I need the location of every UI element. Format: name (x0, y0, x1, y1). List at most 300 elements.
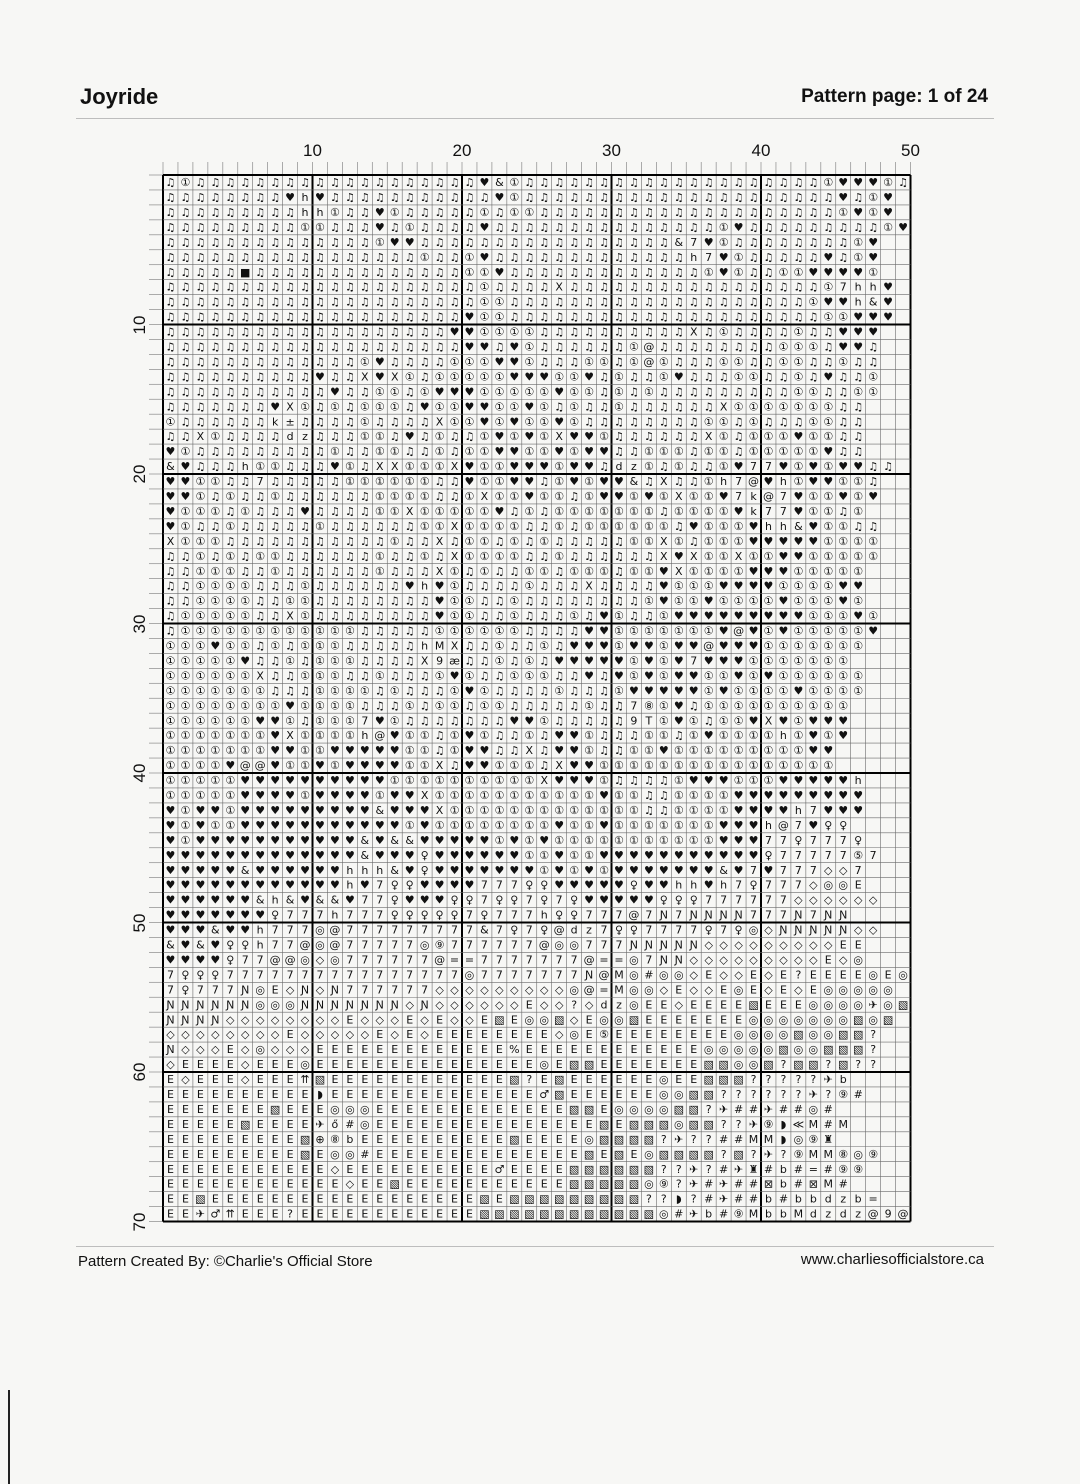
stitch-symbol: ① (195, 669, 206, 683)
stitch-symbol: ♫ (195, 205, 206, 219)
stitch-symbol: ① (494, 549, 505, 563)
scan-edge-mark (8, 1390, 10, 1484)
stitch-symbol: E (600, 1088, 608, 1102)
stitch-symbol: ♫ (195, 310, 206, 324)
stitch-symbol: ♫ (658, 295, 669, 309)
stitch-symbol: ♫ (643, 250, 654, 264)
stitch-symbol: ⑨ (733, 1207, 744, 1221)
stitch-symbol: ① (180, 624, 191, 638)
stitch-symbol: ◎ (763, 1028, 774, 1042)
stitch-symbol: ① (554, 833, 565, 847)
stitch-symbol: ① (300, 624, 310, 638)
stitch-symbol: 7 (346, 983, 354, 997)
stitch-symbol: # (748, 1177, 759, 1191)
stitch-symbol: 7 (555, 968, 563, 982)
stitch-symbol: E (600, 1073, 608, 1087)
stitch-symbol: ⑤ (599, 1028, 609, 1042)
stitch-symbol: ♫ (539, 235, 550, 249)
stitch-symbol: ① (673, 833, 684, 847)
stitch-symbol: ① (853, 385, 864, 399)
stitch-symbol: ① (673, 445, 684, 459)
stitch-symbol: ① (270, 460, 281, 474)
stitch-symbol: ♫ (315, 265, 325, 279)
stitch-symbol: ▧ (793, 1028, 804, 1042)
stitch-symbol: ① (599, 519, 609, 533)
stitch-symbol: ♫ (285, 490, 296, 504)
stitch-symbol: ① (389, 714, 400, 728)
stitch-symbol: ♥ (569, 639, 580, 653)
stitch-symbol: d (600, 998, 608, 1012)
stitch-symbol: ♫ (240, 564, 251, 578)
stitch-symbol: Ɲ (181, 998, 190, 1012)
stitch-symbol: ① (210, 789, 221, 803)
stitch-symbol: E (316, 1058, 324, 1072)
stitch-symbol: 7 (436, 923, 444, 937)
stitch-symbol: E (241, 1088, 249, 1102)
stitch-symbol: ① (464, 415, 475, 429)
stitch-symbol: ♫ (524, 699, 535, 713)
stitch-symbol: ♫ (688, 415, 699, 429)
stitch-symbol: ♫ (225, 205, 236, 219)
stitch-symbol: ① (464, 789, 475, 803)
stitch-symbol: ♥ (823, 250, 834, 264)
stitch-symbol: ① (464, 250, 475, 264)
stitch-symbol: ◇ (211, 1043, 220, 1057)
stitch-symbol: ① (808, 609, 819, 623)
stitch-symbol: ① (479, 370, 490, 384)
stitch-symbol: ♥ (329, 385, 340, 399)
stitch-symbol: E (854, 938, 862, 952)
stitch-symbol: ♫ (673, 400, 684, 414)
stitch-symbol: ♥ (778, 460, 789, 474)
stitch-symbol: ♫ (808, 355, 819, 369)
stitch-symbol: X (660, 534, 668, 548)
stitch-symbol: ♫ (763, 191, 774, 205)
stitch-symbol: ① (584, 385, 595, 399)
stitch-symbol: ♫ (643, 220, 654, 234)
stitch-symbol: ♫ (165, 430, 176, 444)
stitch-symbol: ① (509, 594, 520, 608)
stitch-symbol: 7 (600, 938, 608, 952)
stitch-symbol: ① (599, 833, 609, 847)
stitch-symbol: 7 (809, 908, 817, 922)
stitch-symbol: ① (584, 490, 595, 504)
stitch-symbol: ♫ (554, 579, 565, 593)
stitch-symbol: ♥ (599, 818, 609, 832)
stitch-symbol: ♥ (718, 774, 729, 788)
stitch-symbol: ♥ (240, 789, 251, 803)
stitch-symbol: ◎ (703, 1043, 714, 1057)
stitch-symbol: ♥ (344, 774, 355, 788)
stitch-symbol: E (585, 1088, 593, 1102)
stitch-symbol: ① (703, 579, 714, 593)
stitch-symbol: ♥ (614, 669, 624, 683)
stitch-symbol: ① (240, 669, 251, 683)
stitch-symbol: ✈ (808, 1088, 818, 1102)
stitch-symbol: ◇ (315, 953, 325, 967)
stitch-symbol: E (436, 1013, 444, 1027)
stitch-symbol: E (181, 1088, 189, 1102)
stitch-symbol: Ɲ (300, 998, 310, 1012)
stitch-symbol: ▧ (748, 998, 759, 1012)
stitch-symbol: ♫ (389, 295, 400, 309)
stitch-symbol: ① (240, 579, 251, 593)
stitch-symbol: ♥ (434, 385, 445, 399)
stitch-symbol: ♥ (853, 460, 864, 474)
stitch-symbol: ♫ (419, 235, 430, 249)
stitch-symbol: ① (853, 639, 864, 653)
stitch-symbol: 7 (256, 475, 264, 489)
stitch-symbol: # (704, 1192, 714, 1206)
stitch-symbol: ① (853, 564, 864, 578)
stitch-symbol: ① (838, 564, 849, 578)
stitch-symbol: ♫ (285, 310, 296, 324)
stitch-symbol: E (256, 1192, 264, 1206)
stitch-symbol: E (196, 1162, 204, 1176)
stitch-symbol: ① (703, 549, 714, 563)
stitch-symbol: ♫ (628, 370, 639, 384)
stitch-symbol: ♫ (554, 699, 565, 713)
stitch-symbol: Ɲ (166, 1043, 175, 1057)
stitch-symbol: ① (404, 370, 415, 384)
stitch-symbol: ♫ (449, 430, 460, 444)
stitch-symbol: ♥ (554, 848, 565, 862)
stitch-symbol: # (793, 1102, 803, 1116)
stitch-symbol: ő (331, 1117, 339, 1131)
stitch-symbol: @ (329, 923, 341, 937)
stitch-symbol: E (226, 1088, 234, 1102)
stitch-symbol: 7 (735, 893, 743, 907)
stitch-symbol: ♫ (539, 744, 550, 758)
stitch-symbol: ♫ (658, 310, 669, 324)
stitch-symbol: 7 (406, 968, 414, 982)
stitch-symbol: ♫ (688, 475, 699, 489)
stitch-symbol: ♫ (494, 684, 505, 698)
stitch-symbol: ① (853, 250, 864, 264)
stitch-symbol: E (196, 1073, 204, 1087)
stitch-symbol: E (406, 1192, 414, 1206)
stitch-symbol: ✈ (689, 1162, 699, 1176)
stitch-symbol: ◇ (734, 953, 743, 967)
stitch-symbol: ① (419, 250, 430, 264)
stitch-symbol: ① (374, 669, 385, 683)
stitch-symbol: ♥ (180, 938, 191, 952)
stitch-symbol: ♥ (883, 280, 894, 294)
stitch-symbol: ① (524, 759, 535, 773)
stitch-symbol: E (690, 998, 698, 1012)
stitch-symbol: ♫ (599, 250, 609, 264)
stitch-symbol: ① (569, 370, 580, 384)
stitch-symbol: 7 (346, 908, 354, 922)
stitch-symbol: ▧ (628, 1162, 640, 1176)
stitch-symbol: ◇ (390, 1028, 399, 1042)
stitch-symbol: ♫ (703, 280, 714, 294)
stitch-symbol: ♫ (404, 669, 415, 683)
stitch-symbol: ⑨ (658, 1177, 669, 1191)
stitch-symbol: h (331, 908, 339, 922)
stitch-symbol: ◇ (270, 1028, 280, 1042)
stitch-symbol: E (391, 1058, 399, 1072)
stitch-symbol: ◎ (838, 1013, 849, 1027)
stitch-symbol: ① (374, 475, 385, 489)
stitch-symbol: 7 (839, 280, 847, 294)
stitch-symbol: ◇ (809, 938, 818, 952)
stitch-symbol: ? (735, 1117, 742, 1131)
stitch-symbol: ♫ (329, 594, 340, 608)
stitch-symbol: ① (808, 669, 819, 683)
stitch-symbol: ♫ (554, 176, 565, 190)
stitch-symbol: ♥ (479, 759, 490, 773)
stitch-symbol: ① (658, 714, 669, 728)
stitch-symbol: E (750, 968, 758, 982)
stitch-symbol: = (868, 1192, 878, 1206)
stitch-symbol: ♫ (315, 534, 325, 548)
stitch-symbol: ① (524, 564, 535, 578)
stitch-symbol: ① (823, 639, 834, 653)
stitch-symbol: ♫ (165, 295, 176, 309)
stitch-symbol: ① (180, 445, 191, 459)
stitch-symbol: ① (404, 460, 415, 474)
stitch-symbol: ♥ (808, 774, 819, 788)
stitch-symbol: ♫ (628, 235, 639, 249)
stitch-symbol: ♥ (255, 818, 266, 832)
stitch-symbol: ♫ (524, 295, 535, 309)
stitch-symbol: 7 (376, 983, 384, 997)
stitch-symbol: ♥ (389, 744, 400, 758)
stitch-symbol: ① (180, 669, 191, 683)
stitch-symbol: 7 (764, 893, 772, 907)
stitch-symbol: ① (479, 265, 490, 279)
stitch-symbol: ♫ (793, 235, 804, 249)
stitch-symbol: ♫ (673, 250, 684, 264)
stitch-symbol: ♫ (524, 684, 535, 698)
stitch-symbol: h (690, 878, 698, 892)
stitch-symbol: ♫ (344, 594, 355, 608)
stitch-symbol: h (421, 579, 429, 593)
stitch-symbol: ♥ (494, 355, 505, 369)
stitch-symbol: @ (733, 624, 745, 638)
stitch-symbol: ♫ (628, 220, 639, 234)
stitch-symbol: E (585, 1013, 593, 1027)
stitch-symbol: ◎ (659, 968, 669, 982)
stitch-symbol: ♥ (554, 385, 565, 399)
stitch-symbol: ◇ (300, 1043, 310, 1057)
stitch-symbol: ♫ (733, 385, 744, 399)
stitch-symbol: ◎ (883, 998, 893, 1012)
stitch-symbol: X (689, 325, 698, 339)
stitch-symbol: ♥ (703, 235, 714, 249)
stitch-symbol: ♥ (808, 818, 819, 832)
stitch-symbol: ① (464, 774, 475, 788)
stitch-symbol: ♫ (240, 176, 251, 190)
stitch-symbol: ⑨ (838, 1088, 849, 1102)
stitch-symbol: ♫ (270, 684, 281, 698)
stitch-symbol: ♫ (270, 430, 281, 444)
stitch-symbol: ♫ (763, 325, 774, 339)
stitch-symbol: ① (868, 265, 879, 279)
stitch-symbol: ① (793, 579, 804, 593)
stitch-symbol: ♫ (494, 729, 505, 743)
stitch-symbol: ♫ (584, 176, 595, 190)
stitch-symbol: ♫ (434, 340, 445, 354)
stitch-symbol: ♥ (165, 923, 176, 937)
stitch-symbol: ♫ (539, 475, 550, 489)
stitch-symbol: ♥ (778, 594, 789, 608)
stitch-symbol: E (256, 1177, 264, 1191)
stitch-symbol: E (451, 1147, 459, 1161)
stitch-symbol: ♫ (643, 295, 654, 309)
stitch-symbol: ◎ (883, 983, 893, 997)
stitch-symbol: ① (838, 654, 849, 668)
stitch-symbol: ① (614, 639, 624, 653)
stitch-symbol: ♫ (255, 534, 266, 548)
stitch-symbol: ♫ (195, 460, 206, 474)
stitch-symbol: ① (614, 833, 624, 847)
stitch-symbol: ♫ (643, 774, 654, 788)
stitch-symbol: & (794, 519, 803, 533)
stitch-symbol: ♥ (808, 714, 819, 728)
stitch-symbol: E (436, 1073, 444, 1087)
stitch-symbol: ① (449, 818, 460, 832)
stitch-symbol: ① (180, 504, 191, 518)
stitch-symbol: ① (838, 310, 849, 324)
stitch-symbol: ♥ (658, 863, 669, 877)
stitch-symbol: ♫ (524, 235, 535, 249)
stitch-symbol: z (840, 1192, 847, 1206)
stitch-symbol: ♫ (315, 549, 325, 563)
stitch-symbol: Ɲ (241, 983, 250, 997)
stitch-symbol: E (181, 1132, 189, 1146)
stitch-symbol: ♫ (374, 250, 385, 264)
stitch-symbol: ① (180, 609, 191, 623)
stitch-symbol: ① (210, 699, 221, 713)
stitch-symbol: ♥ (240, 654, 251, 668)
stitch-symbol: E (166, 1207, 174, 1221)
stitch-symbol: ♫ (344, 564, 355, 578)
stitch-symbol: ♥ (464, 340, 475, 354)
stitch-symbol: ① (539, 639, 550, 653)
stitch-symbol: ♫ (270, 370, 281, 384)
stitch-symbol: ① (195, 684, 206, 698)
stitch-symbol: ♫ (539, 191, 550, 205)
stitch-symbol: ♥ (180, 953, 191, 967)
stitch-symbol: E (226, 1073, 234, 1087)
stitch-symbol: ♫ (419, 564, 430, 578)
stitch-symbol: ♫ (733, 445, 744, 459)
stitch-symbol: ① (673, 579, 684, 593)
stitch-symbol: ✈ (719, 1177, 729, 1191)
stitch-symbol: ① (494, 415, 505, 429)
stitch-symbol: ♫ (449, 235, 460, 249)
stitch-symbol: ♫ (180, 594, 191, 608)
stitch-symbol: 7 (764, 504, 772, 518)
stitch-symbol: ♫ (165, 355, 176, 369)
stitch-symbol: ♫ (195, 519, 206, 533)
stitch-symbol: ♫ (748, 205, 759, 219)
stitch-symbol: 7 (495, 953, 503, 967)
stitch-symbol: ♫ (614, 774, 624, 788)
stitch-symbol: ♫ (868, 340, 879, 354)
stitch-symbol: ◎ (524, 1013, 535, 1027)
stitch-symbol: ♫ (569, 519, 580, 533)
stitch-symbol: h (675, 878, 683, 892)
stitch-symbol: ♫ (524, 639, 535, 653)
stitch-symbol: ① (479, 205, 490, 219)
stitch-symbol: ▧ (852, 1013, 864, 1027)
stitch-symbol: ▧ (509, 1132, 520, 1146)
stitch-symbol: ♫ (195, 250, 206, 264)
stitch-symbol: ♫ (823, 355, 834, 369)
stitch-symbol: ♫ (165, 564, 176, 578)
stitch-symbol: @ (299, 938, 311, 952)
stitch-symbol: ① (793, 564, 804, 578)
stitch-symbol: ① (434, 519, 445, 533)
stitch-symbol: ♫ (569, 220, 580, 234)
stitch-symbol: ① (628, 519, 639, 533)
stitch-symbol: ♫ (569, 265, 580, 279)
stitch-symbol: ♫ (359, 639, 370, 653)
stitch-symbol: E (451, 1192, 459, 1206)
stitch-symbol: ① (853, 475, 864, 489)
stitch-symbol: ① (329, 639, 340, 653)
stitch-symbol: E (286, 1132, 294, 1146)
stitch-symbol: ♥ (868, 490, 879, 504)
stitch-symbol: ♫ (165, 340, 176, 354)
stitch-symbol: ① (673, 594, 684, 608)
stitch-symbol: ① (419, 759, 430, 773)
stitch-symbol: ① (688, 624, 699, 638)
stitch-symbol: ① (404, 729, 415, 743)
stitch-symbol: ♫ (404, 609, 415, 623)
stitch-symbol: ♥ (509, 460, 520, 474)
stitch-symbol: ① (643, 385, 654, 399)
stitch-symbol: ♥ (524, 490, 535, 504)
stitch-symbol: ♫ (180, 340, 191, 354)
stitch-symbol: ♥ (793, 684, 804, 698)
stitch-symbol: ◎ (823, 983, 834, 997)
stitch-symbol: # (360, 1147, 370, 1161)
stitch-symbol: ① (524, 340, 535, 354)
stitch-symbol: h (346, 878, 354, 892)
stitch-symbol: ♫ (285, 475, 296, 489)
stitch-symbol: ① (569, 863, 580, 877)
stitch-symbol: 7 (525, 908, 533, 922)
stitch-symbol: ① (180, 774, 191, 788)
stitch-symbol: ♫ (883, 460, 894, 474)
stitch-symbol: ♥ (195, 818, 206, 832)
stitch-symbol: ♫ (315, 280, 325, 294)
stitch-symbol: # (674, 1207, 684, 1221)
stitch-symbol: ♥ (763, 803, 774, 817)
stitch-symbol: ♥ (285, 833, 296, 847)
stitch-symbol: ▧ (583, 1102, 595, 1116)
stitch-symbol: ? (720, 1088, 727, 1102)
stitch-symbol: 7 (391, 938, 399, 952)
stitch-symbol: ♫ (255, 220, 266, 234)
stitch-symbol: ♫ (344, 250, 355, 264)
stitch-symbol: ① (419, 475, 430, 489)
stitch-symbol: E (376, 1073, 384, 1087)
stitch-symbol: ♫ (210, 310, 221, 324)
stitch-symbol: ? (780, 1088, 787, 1102)
stitch-symbol: ♥ (180, 893, 191, 907)
stitch-symbol: ① (823, 684, 834, 698)
stitch-symbol: ① (778, 639, 789, 653)
stitch-symbol: E (735, 1013, 743, 1027)
stitch-symbol: ♫ (210, 265, 221, 279)
stitch-symbol: ♥ (643, 878, 654, 892)
stitch-symbol: ♫ (673, 191, 684, 205)
